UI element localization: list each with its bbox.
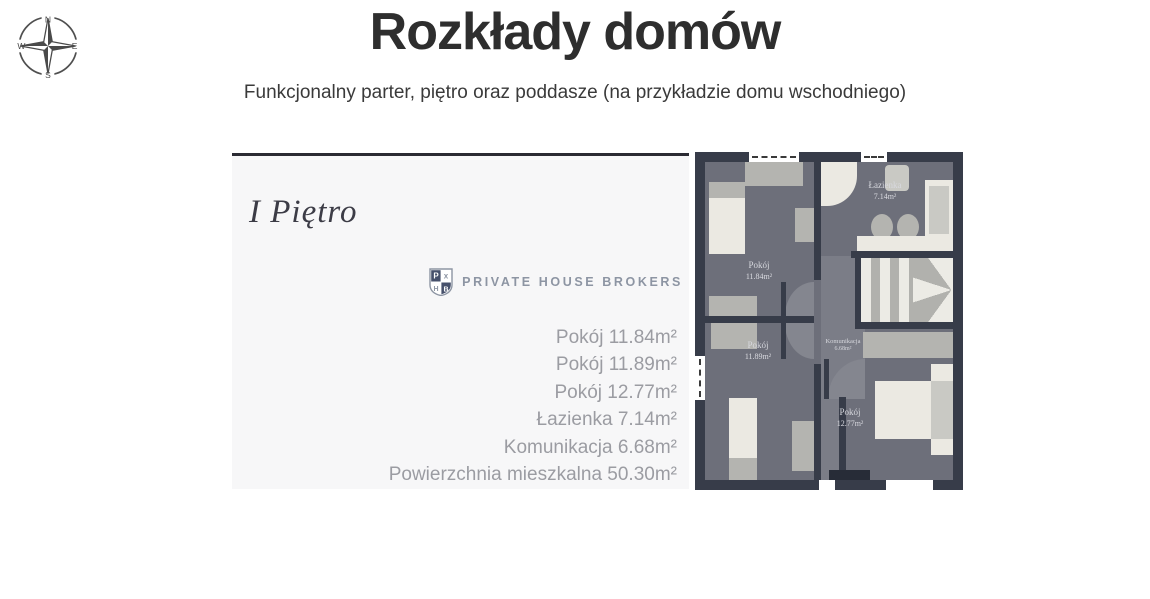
svg-text:x: x [443,271,449,281]
floor-plan [695,152,963,490]
svg-text:W: W [17,41,26,52]
door-leaf [824,359,829,399]
svg-text:B: B [443,286,449,294]
room-label-pokoj-1: Pokój 11.84m² [745,260,773,281]
room-list-item: Pokój 11.84m² [555,327,677,348]
svg-text:S: S [45,69,51,80]
bed-pillow [729,458,757,480]
hallway-floor [821,256,855,322]
wardrobe [745,162,803,186]
svg-text:H: H [433,286,439,293]
svg-text:N: N [44,14,52,25]
desk [792,421,814,471]
wall [829,470,870,480]
svg-text:E: E [71,41,78,52]
window [695,356,705,400]
room-label-pokoj-2: Pokój 11.89m² [744,340,772,361]
floor-info-panel [232,153,689,489]
floor-title: I Piętro [249,194,358,230]
wall [953,152,963,490]
page-subtitle: Funkcjonalny parter, piętro oraz poddasze (na przykładzie domu wschodniego) [243,82,907,103]
shelf [795,208,814,242]
room-list [389,324,677,488]
wall [851,251,953,258]
wall [855,258,861,322]
room-list-item: Pokój 12.77m² [554,381,677,403]
wall [695,152,963,162]
wall [814,162,821,280]
page-title: Rozkłady domów [369,3,781,61]
wall [855,322,953,329]
wardrobe [863,332,953,358]
bed-pillow [709,182,745,198]
nightstand [931,439,953,455]
nightstand [931,364,953,381]
wall [695,152,705,490]
stairs-steps [861,258,913,322]
bed [729,398,757,458]
window [861,152,887,162]
svg-text:P: P [433,271,439,281]
room-list-item: Powierzchnia mieszkalna 50.30m² [388,464,677,486]
room-list-item: Łazienka 7.14m² [536,409,677,431]
room-label-lazienka: Łazienka 7.14m² [868,180,902,201]
bed-headboard [931,381,953,439]
room-label-komunikacja: Komunikacja 6.68m² [825,338,861,353]
brand-name: PRIVATE HOUSE BROKERS [462,275,683,289]
window [749,152,799,162]
opening [819,480,835,490]
desk [709,296,757,316]
stairs-winders [913,258,953,322]
brand [429,268,683,296]
wall [705,316,814,323]
door-leaf [781,282,786,316]
room-list-item: Pokój 11.89m² [555,354,677,376]
room-list-item: Komunikacja 6.68m² [503,436,677,458]
sink-counter [857,236,927,252]
brand-shield-icon [429,268,453,296]
bathtub-basin [929,186,949,234]
room-label-pokoj-3: Pokój 12.77m² [836,407,864,428]
window [886,480,933,490]
